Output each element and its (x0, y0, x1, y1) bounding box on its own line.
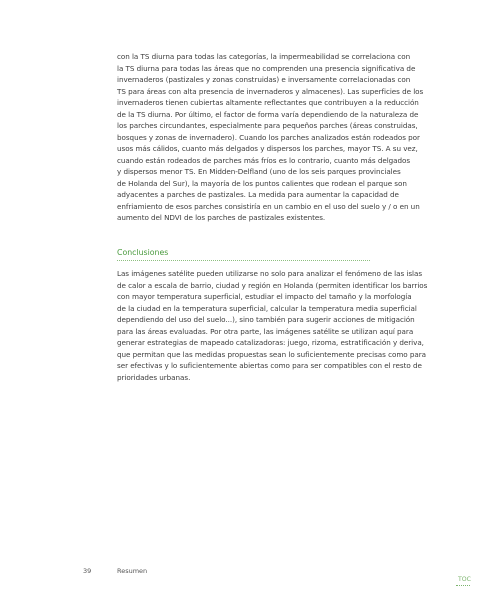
text-line: la TS diurna para todas las áreas que no comprenden una presencia significativa de (117, 63, 416, 73)
text-line: para las áreas evaluadas. Por otra parte, las imágenes satélite se utilizan aquí para (117, 326, 414, 336)
text-line: bosques y zonas de invernadero). Cuando los parches analizados están rodeados por (117, 132, 420, 142)
text-line: cuando están rodeados de parches más fríos es lo contrario, cuanto más delgados (117, 155, 411, 165)
section-heading: Conclusiones (117, 248, 169, 257)
footer-section-label: Resumen (117, 567, 148, 575)
text-line: prioridades urbanas. (117, 372, 191, 382)
text-line: y dispersos menor TS. En Midden-Delfland (uno de los seis parques provinciales (117, 167, 401, 176)
body-paragraph-1 (117, 51, 424, 224)
toc-link[interactable]: TOC (458, 576, 471, 583)
text-line: con mayor temperatura superficial, estudiar el impacto del tamaño y la morfología (117, 292, 412, 301)
text-line: aumento del NDVI de los parches de pastizales existentes. (117, 213, 326, 222)
text-line: TS para áreas con alta presencia de invernaderos y almacenes). Las superficies de los (117, 86, 424, 96)
text-line: de Holanda del Sur), la mayoría de los puntos calientes que rodean el parque son (117, 178, 407, 188)
text-line: adyacentes a parches de pastizales. La medida para aumentar la capacidad de (117, 190, 399, 199)
text-line: Las imágenes satélite pueden utilizarse no solo para analizar el fenómeno de las islas (117, 269, 423, 278)
text-line: los parches circundantes, especialmente para pequeños parches (áreas construidas, (117, 121, 418, 130)
text-line: generar estrategias de mapeado catalizadoras: juego, rizoma, estratificación y deriva, (117, 338, 424, 347)
text-line: enfriamiento de esos parches consistiría en un cambio en el uso del suelo y / o en un (117, 201, 420, 211)
text-line: dependiendo del uso del suelo...), sino también para sugerir acciones de mitigación (117, 315, 415, 324)
text-line: ser efectivas y lo suficientemente abiertas como para ser compatibles con el resto de (117, 361, 422, 370)
toc-underline (456, 585, 470, 587)
text-line: de la ciudad en la temperatura superficial, calcular la temperatura media superficial (117, 303, 417, 313)
section-divider (117, 260, 370, 262)
text-line: invernaderos (pastizales y zonas construidas) e inversamente correlacionadas con (117, 75, 411, 84)
text-line: invernaderos tienen cubiertas altamente reflectantes que contribuyen a la reducción (117, 98, 419, 107)
text-line: usos más cálidos, cuanto más delgados y dispersos los parches, mayor TS. A su vez, (117, 144, 418, 153)
text-line: de la TS diurna. Por último, el factor de forma varía dependiendo de la naturaleza de (117, 109, 419, 119)
text-line: de calor a escala de barrio, ciudad y región en Holanda (permiten identificar los barrios (117, 280, 428, 290)
page-number: 39 (83, 567, 92, 575)
body-paragraph-2 (117, 268, 428, 383)
text-line: con la TS diurna para todas las categorías, la impermeabilidad se correlaciona con (117, 52, 411, 61)
text-line: que permitan que las medidas propuestas sean lo suficientemente precisas como para (117, 349, 426, 359)
